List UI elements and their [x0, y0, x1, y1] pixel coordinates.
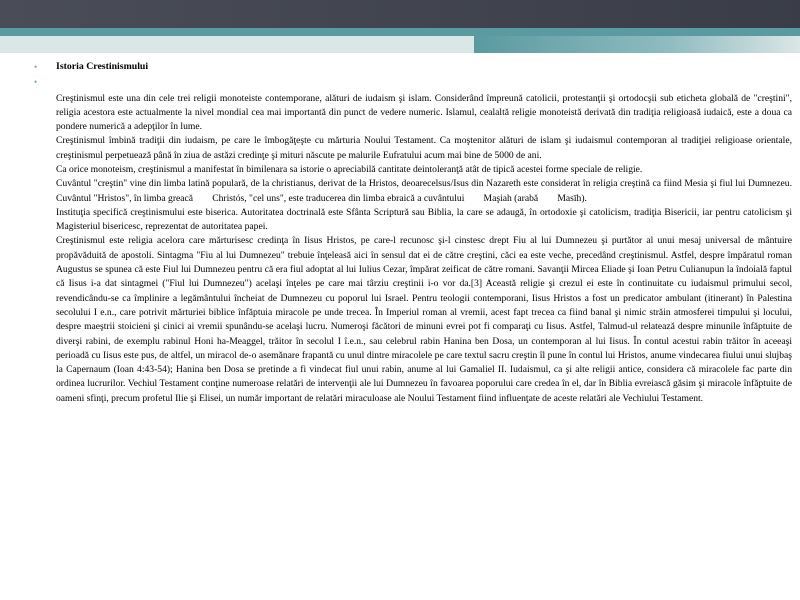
slide-title: Istoria Crestinismului [56, 61, 149, 72]
paragraph: Creştinismul este religia acelora care mărturisesc credinţa în Iisus Hristos, pe care-l recunosc şi-l cinstesc drept Fiu al lui Dumnezeu şi purtător al unui mesaj universal de mântuire propăvăduită de apostoli. Sintagma "Fiu al lui Dumnezeu" trebuie înţeleasă aici în sensul dat ei de către creştini, căci ea este veche, precedând creştinismul. Astfel, despre împăratul roman Augustus se spunea că este Fiul lui Dumnezeu pentru că era fiul adoptat al lui Iulius Cezar, împărat zeificat de către romani. Savanţii Mircea Eliade şi Ioan Petru Culianupun la îndoială faptul că Iisus i-a dat sintagmei ("Fiul lui Dumnezeu") acelaşi înţeles pe care mai târziu creştinii i-o vor da.[3] Această religie şi crezul ei este în continuitate cu iudaismul primului secol, revendicându-se ca împlinire a legământului încheiat de Dumnezeu cu poporul lui Israel. Pentru teologii contemporani, Iisus Hristos a fost un predicator ambulant (itinerant) în Palestina secolului I e.n., care potrivit mărturiei biblice înfăptuia miracole pe unde trecea. În Imperiul roman al vremii, acest fapt trecea ca fiind banal şi nimic străin atmosferei timpului şi locului, despre maeştrii stoicieni şi cinici ai vremii spunându-se acelaşi lucru. Numeroşi făcători de minuni evrei pot fi comparaţi cu Iisus. Astfel, Talmud-ul relatează despre minunile înfăptuite de diverşi rabini, de exemplu rabinul Honi ha-Meaggel, trăitor în secolul I î.e.n., sau celebrul rabin Hanina ben Dosa, un contemporan al lui Iisus. În contul acestui rabin trăitor în aceeaşi perioadă cu Iisus este pus, de altfel, un miracol de-o asemănare frapantă cu unul dintre miracolele pe care textul sacru creştin îl pune în contul lui Hristos, anume vindecarea fiului unui slujbaş la Capernaum (Ioan 4:43-54); Hanina ben Dosa se pretinde a fi vindecat fiul unui rabin, anume al lui Gamaliel II. Iudaismul, ca şi alte religii antice, considera că miracolele fac parte din ordinea lucrurilor. Vechiul Testament conţine numeroase relatări de intervenţii ale lui Dumnezeu în favoarea poporului care credea în el, dar în Biblia evreiască găsim şi miracole înfăptuite de oameni sfinţi, precum profetul Ilie şi Elisei, un număr important de relatări miraculoase ale Noului Testament fiind influenţate de aceste relatări ale Vechiului Testament. [56, 235, 792, 404]
body-bullet-row [34, 75, 794, 407]
right-accent-stripe [474, 36, 800, 53]
paragraph: Ca orice monoteism, creştinismul a manifestat în bimilenara sa istorie o apreciabilă cantitate deintoleranţă atât de tipică acestei forme speciale de religie. [56, 163, 643, 175]
paragraph: Instituţia specifică creştinismului este biserica. Autoritatea doctrinală este Sfânta Scriptură sau Biblia, la care se adaugă, în ortodoxie şi catolicism, tradiţia Bisericii, iar pentru catolicism şi Magisteriul bisericesc, reprezentat de autoritatea papei. [56, 206, 792, 233]
accent-stripe [0, 28, 800, 36]
header-bar [0, 0, 800, 28]
paragraph: Creştinismul îmbină tradiţii din iudaism, pe care le îmbogăţeşte cu mărturia Noului Testament. Ca moştenitor alături de islam şi iudaismul contemporan al tradiţiei religioase orientale, creştinismul perpetuează până în ziua de astăzi credinţe şi mituri născute pe malurile Eufratului acum mai bine de 5000 de ani. [56, 135, 792, 161]
bullet-icon: • [34, 62, 38, 72]
bullet-icon: • [34, 76, 38, 87]
body-text [56, 92, 794, 407]
slide-content [34, 58, 794, 406]
spacer [56, 75, 794, 92]
title-bullet-row [34, 60, 794, 75]
paragraph: Cuvântul "creştin" vine din limba latină populară, de la christianus, derivat de la Hristos, deoarecelsus/Isus din Nazareth este considerat în religia creştină ca fiind Mesia şi fiul lui Dumnezeu. Cuvântul "Hristos", în limba greacă Christós, "cel uns", este traducerea din limba ebraică a cuvântului Maşiah (arabă Masīh). [56, 178, 795, 204]
light-stripe [0, 36, 474, 53]
paragraph: Creştinismul este una din cele trei religii monoteiste contemporane, alături de iudaism şi islam. Considerând împreună catolicii, protestanţii şi ortodocşii sub eticheta globală de "creştini", religia acestora este actualmente la nivel mondial cea mai importantă din punct de vedere numeric. Islamul, cealaltă religie monoteistă derivată din tradiţia religioasă iudaică, este a doua ca pondere numerică a adepţilor în lume. [56, 92, 792, 133]
